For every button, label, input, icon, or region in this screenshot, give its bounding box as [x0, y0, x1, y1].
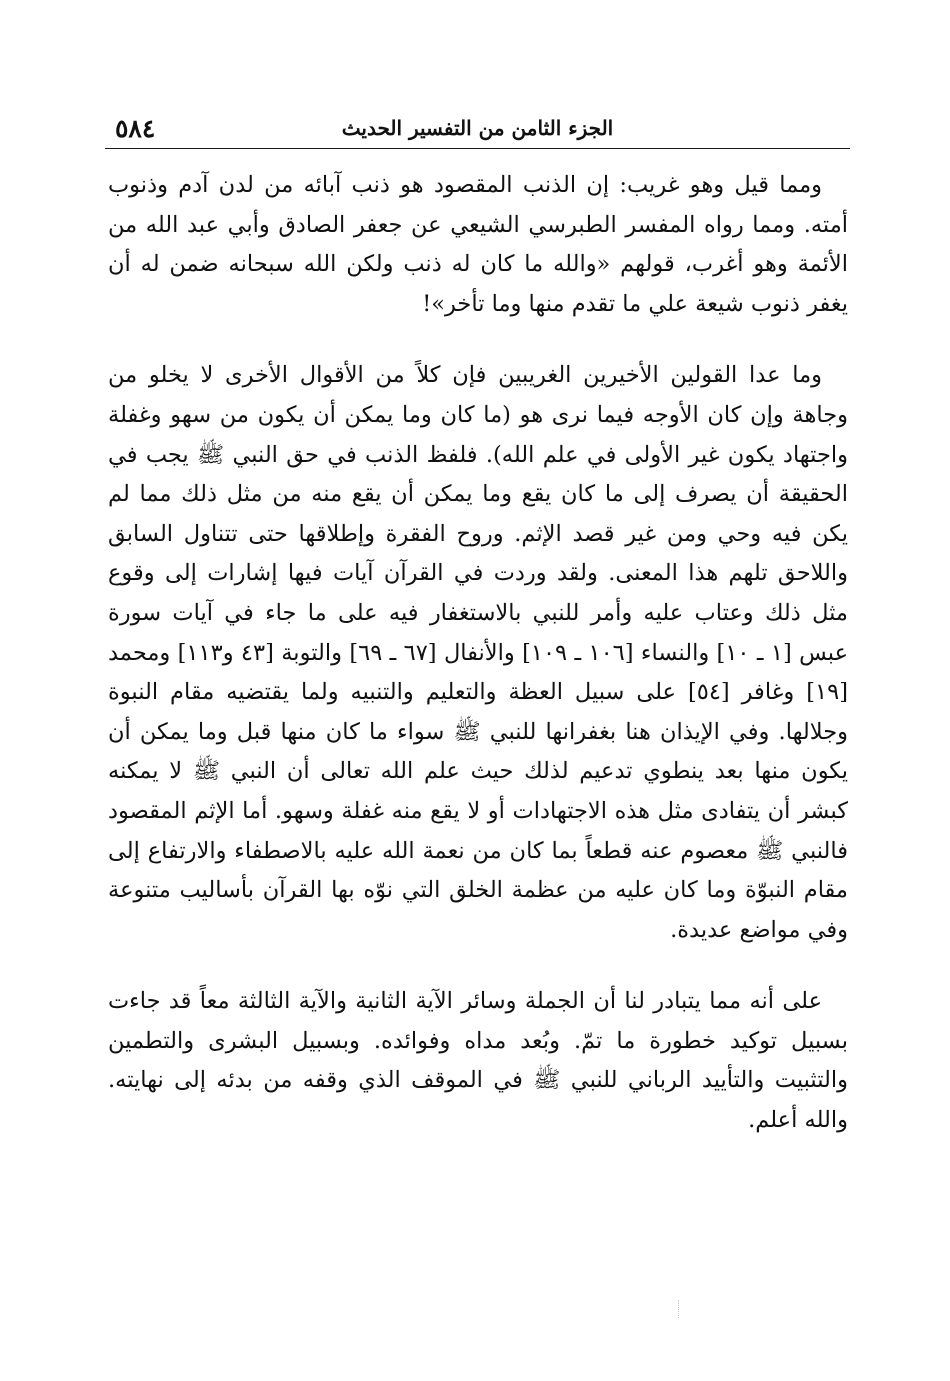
paragraph-text: ومما قيل وهو غريب: إن الذنب المقصود هو ذنب آبائه من لدن آدم وذنوب أمته. ومما رواه المفسر الطبرسي الشيعي عن جعفر الصادق وأبي عبد الله من الأئمة وهو أغرب، قولهم «والله ما كان له ذنب ولكن الله سبحانه ضمن له أن يغفر ذنوب شيعة علي ما تقدم منها وما تأخر»! [108, 172, 848, 317]
body-text [108, 166, 848, 1141]
paragraph [108, 982, 848, 1140]
paragraph [108, 356, 848, 950]
paragraph-text: وما عدا القولين الأخيرين الغريبين فإن كلاً من الأقوال الأخرى لا يخلو من وجاهة وإن كان الأوجه فيما نرى هو (ما كان وما يمكن أن يكون من سهو وغفلة واجتهاد يكون غير الأولى في علم الله). فلفظ الذنب في حق النبي ﷺ يجب في الحقيقة أن يصرف إلى ما كان يقع وما يمكن أن يقع منه من مثل ذلك مما لم يكن فيه وحي ومن غير قصد الإثم. وروح الفقرة وإطلاقها حتى تتناول السابق واللاحق تلهم هذا المعنى. ولقد وردت في القرآن آيات فيها إشارات إلى وقوع مثل ذلك وعتاب عليه وأمر للنبي بالاستغفار فيه على ما جاء في آيات سورة عبس [١ ـ ١٠] والنساء [١٠٦ ـ ١٠٩] والأنفال [٦٧ ـ ٦٩] والتوبة [٤٣ و١١٣] ومحمد [١٩] وغافر [٥٤] على سبيل العظة والتعليم والتنبيه ولما يقتضيه مقام النبوة وجلالها. وفي الإيذان هنا بغفرانها للنبي ﷺ سواء ما كان منها قبل وما يمكن أن يكون منها بعد ينطوي تدعيم لذلك حيث علم الله تعالى أن النبي ﷺ لا يمكنه كبشر أن يتفادى مثل هذه الاجتهادات أو لا يقع منه غفلة وسهو. أما الإثم المقصود فالنبي ﷺ معصوم عنه قطعاً بما كان من نعمة الله عليه بالاصطفاء والارتفاع إلى مقام النبوّة وما كان عليه من عظمة الخلق التي نوّه بها القرآن بأساليب متنوعة وفي مواضع عديدة. [108, 362, 849, 943]
scan-artifact [678, 1300, 681, 1318]
paragraph-text: على أنه مما يتبادر لنا أن الجملة وسائر الآية الثانية والآية الثالثة معاً قد جاءت بسبيل توكيد خطورة ما تمّ. وبُعد مداه وفوائده. وبسبيل البشرى والتطمين والتثبيت والتأييد الرباني للنبي ﷺ في الموقف الذي وقفه من بدئه إلى نهايته. والله أعلم. [108, 988, 848, 1134]
running-title: الجزء الثامن من التفسير الحديث [341, 116, 614, 140]
paragraph [108, 166, 848, 324]
page-number: ٥٨٤ [115, 114, 156, 143]
page-header [105, 108, 850, 149]
